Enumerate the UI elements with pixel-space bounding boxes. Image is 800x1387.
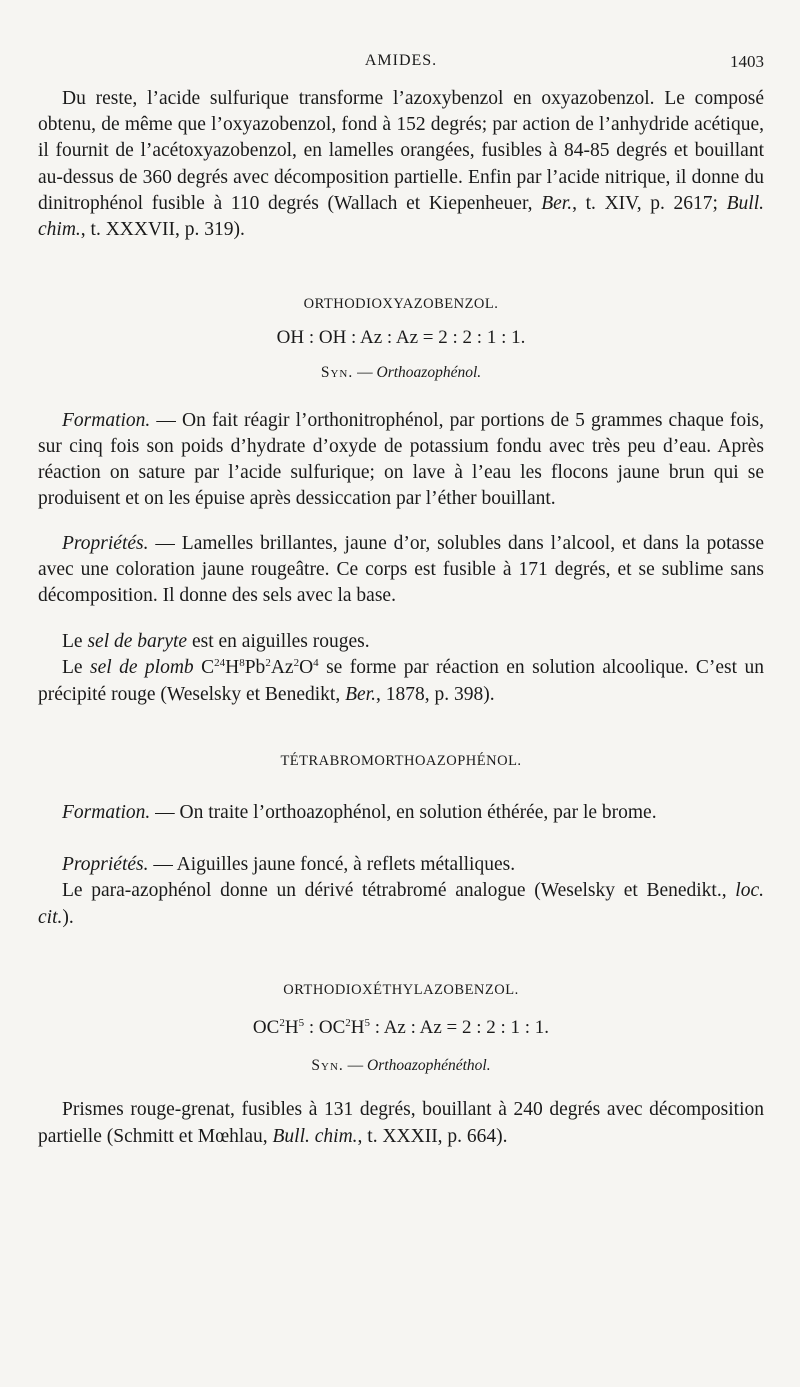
compound-heading-orthodioxyazobenzol: ORTHODIOXYAZOBENZOL. [303,296,499,313]
paragraph-formation: Formation. — On traite l’orthoazophénol, en solution éthérée, par le brome. [62,802,657,824]
synonym-name: Orthoazophénol. [376,363,482,381]
section-label-proprietes: Propriétés. [62,532,149,554]
compound-heading-tetrabromorthoazophenol: TÉTRABROMORTHOAZOPHÉNOL. [280,752,522,769]
synonym-line: Syn. — Orthoazophénéthol. [311,1057,491,1075]
page-number: 1403 [730,52,764,71]
section-label-formation: Formation. [62,802,151,824]
running-title: AMIDES. [364,52,438,69]
citation-ber: Ber. [345,683,376,705]
synonym-name: Orthoazophénéthol. [367,1057,491,1075]
paragraph-oxyazobenzol: Du reste, l’acide sulfurique transforme l’azoxybenzol en oxyazobenzol. Le composé obtenu, de même que l’oxyazobenzol, fond à 152 degrés; par action de l’anhydride acétique, il fournit de l’acétoxyazobenzol, en lamelles orangées, fusibles à 84-85 degrés et bouillant au-dessus de 360 degrés avec décomposition partielle. Enfin par l’acide nitrique, il donne du dinitrophénol fusible à 110 degrés (Wallach et Kiepenheuer, Ber., t. XIV, p. 2617; Bull. chim., t. XXXVII, p. 319). [38,88,765,241]
compound-formula: OH : OH : Az : Az = 2 : 2 : 1 : 1. [276,327,526,349]
running-head [38,52,764,74]
paragraph-proprietes: Propriétés. — Aiguilles jaune foncé, à reflets métalliques. [62,854,516,876]
synonym-line: Syn. — Orthoazophénol. [320,363,482,381]
citation-ber: Ber. [541,192,573,214]
section-label-formation: Formation. [62,409,151,431]
paragraph-formation: Formation. — On fait réagir l’orthonitrophénol, par portions de 5 grammes chaque fois, sur cinq fois son poids d’hydrate d’oxyde de potassium fondu avec très peu d’eau. Après réaction on sature par l’acide sulfurique; on lave à l’eau les flocons jaune brun qui se produisent et on les épuise après dessiccation par l’éther bouillant. [38,409,764,510]
citation-bull-chim: Bull. chim. [272,1125,358,1147]
paragraph-para-azophenol: Le para-azophénol donne un dérivé tétrabromé analogue (Weselsky et Benedikt., loc. cit.). [38,880,764,928]
lead-salt-formula: $C^{24}H^8Pb^2Az^2O^4$ [193,657,319,679]
citation-loc-cit: loc. cit. [38,880,764,928]
paragraph-sel-de-baryte: Le sel de baryte est en aiguilles rouges. [62,631,370,653]
paragraph-sel-de-plomb: Le sel de plomb $C^{24}H^8Pb^2Az^2O^4$ se forme par réaction en solution alcoolique. C’est un précipité rouge (Weselsky et Benedikt, Ber., 1878, p. 398). [38,657,764,705]
compound-formula: $OC^2H^5$ : $OC^2H^5$ : Az : Az = 2 : 2 : 1 : 1. [252,1017,550,1039]
compound-heading-orthodioxethylazobenzol: ORTHODIOXÉTHYLAZOBENZOL. [283,981,519,998]
paragraph-prismes: Prismes rouge-grenat, fusibles à 131 degrés, bouillant à 240 degrés avec décomposition partielle (Schmitt et Mœhlau, Bull. chim., t. XXXII, p. 664). [38,1099,764,1147]
citation-bull-chim: Bull. chim. [38,192,765,241]
section-label-proprietes: Propriétés. [62,854,149,876]
paragraph-proprietes: Propriétés. — Lamelles brillantes, jaune d’or, solubles dans l’alcool, et dans la potasse avec une coloration jaune rougeâtre. Ce corps est fusible à 171 degrés, et se sublime sans décomposition. Il donne des sels avec la base. [38,532,764,607]
page-body [38,86,764,1150]
